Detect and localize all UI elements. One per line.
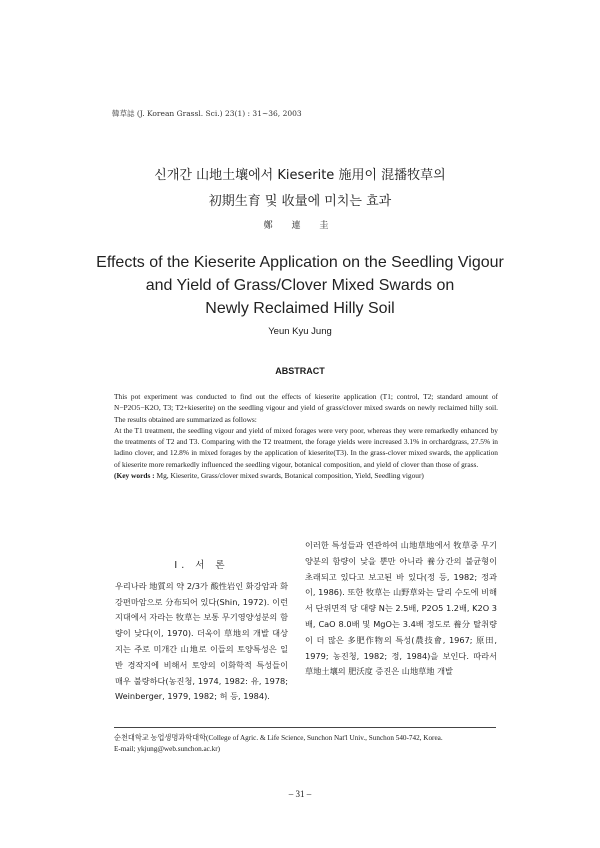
body-left-text: 우리나라 地質의 약 2/3가 酸性岩인 화강암과 화강편마암으로 分布되어 있다(Shin, 1972). 이런 지대에서 자라는 牧草는 보통 무기영양성분의 함량이 낮다(이, 1970). 더욱이 草地의 개발 대상지는 주로 미개간 山地로 이들의 토양특성은 일반 경작지에 비해서 토양의 이화학적 특성들이 매우 불량하다(농진청, 1974, 1982: 유, 1978; Weinberger, 1979, 1982; 허 등, 1984). [115,580,288,702]
korean-author: 鄭 連 圭 [263,221,337,231]
english-title-line2: and Yield of Grass/Clover Mixed Swards on [145,277,455,294]
english-title-line3: Newly Reclaimed Hilly Soil [205,300,395,317]
abstract-paragraph-1: This pot experiment was conducted to find out the effects of kieserite application (T1; control, T2; standard amount of N−P2O5−K2O, T3; T2+kieserite) on the seedling vigour and yield of grass/clover mixed swards on newly reclaimed hilly soil. The results obtained are summarized as follows: [114,392,498,424]
journal-citation: 韓草誌 (J. Korean Grassl. Sci.) 23(1) : 31~36, 2003 [112,109,302,118]
footnote-divider [114,727,496,728]
abstract-body [114,391,498,481]
keywords-label: (Key words : [114,471,155,481]
abstract-paragraph-2: At the T1 treatment, the seedling vigour and yield of mixed forages were very poor, whereas they were remarkedly enhanced by the treatments of T2 and T3. Comparing with the T2 treatment, the forage yields were increased 3.1% in orchardgrass, 27.5% in ladino clover, and 12.8% in mixed forages by the application of kieserite(T3). In the grass-clover mixed swards, the application of kieserite more remarkedly influenced the seedling vigour, botanical composition, and yield of clover than those of grass. [114,425,498,469]
english-title-line1: Effects of the Kieserite Application on the Seedling Vigour [96,254,504,271]
abstract-heading: ABSTRACT [275,366,325,376]
keywords [114,470,498,481]
korean-title-line2: 初期生育 및 收量에 미치는 효과 [208,194,392,209]
body-right-text: 이러한 특성들과 연관하여 山地草地에서 牧草중 무기양분의 함량이 낮을 뿐만 아니라 養分간의 불균형이 초래되고 있다고 보고된 바 있다(정 등, 1982; 정과 이, 1986). 또한 牧草는 山野草와는 달리 수도에 비해서 단위면적 당 대량 N는 2.5배, P2O5 1.2배, K2O 3배, CaO 8.0배 및 MgO는 3.4배 정도로 養分 탈취량이 더 많은 多肥作物의 특성(農技會, 1967; 原田, 1979; 농진청, 1982; 정, 1984)을 보인다. 따라서 草地土壤의 肥沃度 증진은 山地草地 개발 [305,540,497,677]
body-column-left [115,558,288,705]
keywords-text: Mg, Kieserite, Grass/clover mixed swards, Botanical composition, Yield, Seedling vigour) [156,471,424,481]
korean-title-line1: 신개간 山地土壤에서 Kieserite 施用이 混播牧草의 [154,168,446,183]
affiliation-footnote [114,733,506,754]
footnote-line-1: 순천대학교 농업생명과학대학(College of Agric. & Life Science, Sunchon Nat'l Univ., Sunchon 540-742, Korea. [114,734,443,742]
page-number: – 31 – [288,789,312,799]
footnote-line-2: E-mail; ykjung@web.sunchon.ac.kr) [114,744,221,753]
section-heading-introduction: I. 서 론 [174,560,229,571]
english-author: Yeun Kyu Jung [268,326,332,337]
body-column-right [305,538,497,680]
